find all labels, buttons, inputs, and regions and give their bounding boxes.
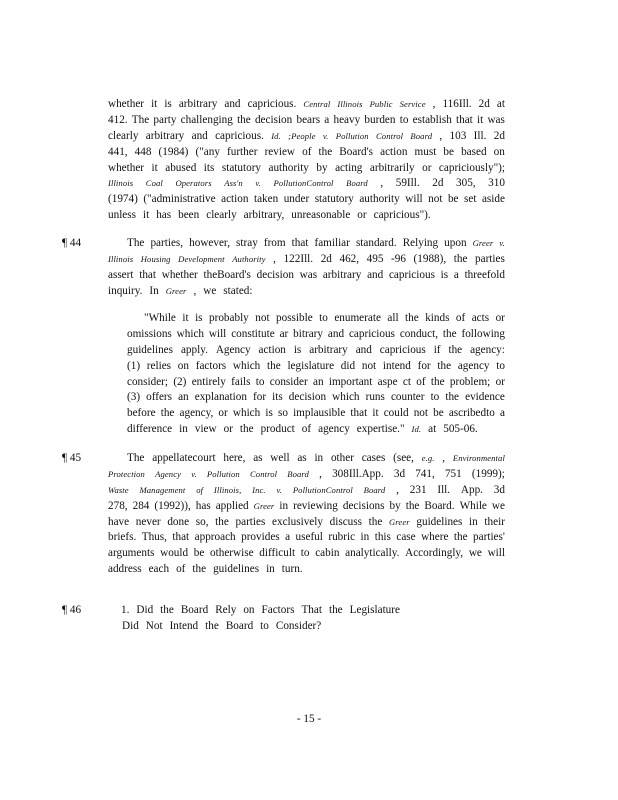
text-line: address each of the guidelines in turn.: [108, 563, 303, 576]
text-line: whether it is arbitrary and capricious. Central Illinois Public Service , 116Ill. 2d at: [108, 98, 505, 110]
text-line: have never done so, the parties exclusively discuss the Greer guidelines in their: [108, 515, 505, 528]
paragraph-45: [108, 451, 505, 578]
block-quote: [127, 311, 505, 438]
paragraph-44: [108, 236, 505, 300]
text-line: 441, 448 (1984) ("any further review of the Board's action must be based on: [108, 145, 505, 158]
text-line: 1. Did the Board Rely on Factors That the Legislature: [121, 604, 400, 616]
text-line: "While it is probably not possible to enumerate all the kinds of acts or: [144, 312, 505, 324]
text-line: The parties, however, stray from that familiar standard. Relying upon Greer v.: [127, 237, 505, 249]
paragraph-mark-45: ¶ 45: [62, 452, 82, 464]
text-line: 278, 284 (1992)), has applied Greer in reviewing decisions by the Board. While we: [108, 499, 505, 512]
text-line: arguments would be otherwise difficult to cabin analytically. Accordingly, we will: [108, 547, 505, 560]
text-line: Illinois Coal Operators Ass'n v. PollutionControl Board , 59Ill. 2d 305, 310: [108, 177, 505, 190]
text-line: whether it abused its statutory authority by acting arbitrarily or capriciously");: [108, 161, 505, 174]
text-line: 412. The party challenging the decision bears a heavy burden to establish that it was: [108, 113, 505, 126]
text-line: guidelines apply. Agency action is arbitrary and capricious if the agency:: [127, 343, 505, 356]
text-line: (3) offers an explanation for its decision which runs counter to the evidence: [127, 391, 505, 404]
paragraph-mark-46: ¶ 46: [62, 604, 82, 616]
intro-paragraph: [108, 97, 505, 224]
text-line: before the agency, or which is so implausible that it could not be ascribedto a: [127, 407, 505, 420]
paragraph-mark-44: ¶ 44: [62, 237, 82, 249]
text-line: Waste Management of Illinois, Inc. v. PollutionControl Board , 231 Ill. App. 3d: [108, 483, 505, 496]
text-line: inquiry. In Greer , we stated:: [108, 284, 253, 297]
text-line: clearly arbitrary and capricious. Id. ;People v. Pollution Control Board , 103 Ill. 2d: [108, 129, 505, 142]
section-heading: [121, 603, 421, 635]
page-number: - 15 -: [296, 713, 322, 725]
text-line: (1) relies on factors which the legislature did not intend for the agency to: [127, 359, 505, 372]
text-line: consider; (2) entirely fails to consider an important aspe ct of the problem; or: [127, 375, 505, 388]
text-line: assert that whether theBoard's decision was arbitrary and capricious is a threefold: [108, 268, 505, 281]
text-line: unless it has been clearly arbitrary, unreasonable or capricious").: [108, 209, 431, 222]
text-line: Protection Agency v. Pollution Control Board , 308Ill.App. 3d 741, 751 (1999);: [108, 467, 505, 480]
text-line: briefs. Thus, that approach provides a useful rubric in this case where the parties': [108, 531, 505, 544]
text-line: The appellatecourt here, as well as in other cases (see, e.g. , Environmental: [127, 452, 505, 464]
text-line: Did Not Intend the Board to Consider?: [122, 619, 322, 632]
text-line: Illinois Housing Development Authority , 122Ill. 2d 462, 495 -96 (1988), the parties: [108, 252, 505, 265]
text-line: difference in view or the product of agency expertise." Id. at 505-06.: [127, 423, 478, 436]
text-line: omissions which will constitute ar bitrary and capricious conduct, the following: [127, 327, 505, 340]
text-line: (1974) ("administrative action taken under statutory authority will not be set aside: [108, 193, 505, 206]
